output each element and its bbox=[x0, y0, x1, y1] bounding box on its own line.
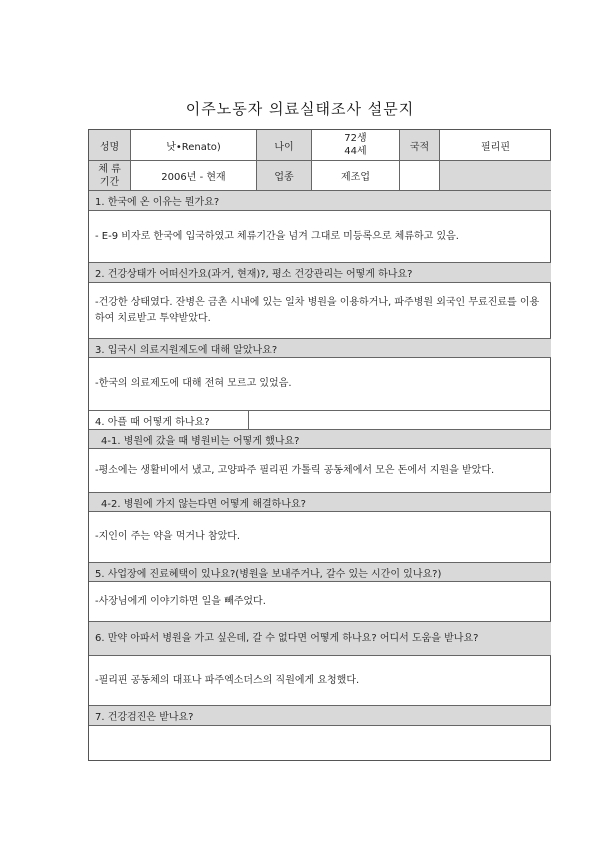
question-5: 5. 사업장에 진료혜택이 있나요?(병원을 보내주거나, 갈수 있는 시간이 있나요?) bbox=[89, 563, 551, 582]
age-birth-year: 72생 bbox=[344, 132, 367, 144]
question-4: 4. 아플 때 어떻게 하나요? bbox=[89, 411, 249, 430]
stay-label-line2: 기간 bbox=[99, 176, 120, 188]
answer-2: -건강한 상태였다. 잔병은 금촌 시내에 있는 일차 병원을 이용하거나, 파주병원 외국인 무료진료를 이용하여 치료받고 투약받았다. bbox=[89, 283, 551, 339]
stay-label-line1: 체 류 bbox=[98, 163, 121, 175]
answer-1: - E-9 비자로 한국에 입국하였고 체류기간을 넘겨 그대로 미등록으로 체류하고 있음. bbox=[89, 211, 551, 263]
answer-4-2: -지인이 주는 약을 먹거나 참았다. bbox=[89, 512, 551, 563]
question-1: 1. 한국에 온 이유는 뭔가요? bbox=[89, 191, 551, 211]
name-value: 낫•Renato) bbox=[131, 130, 257, 161]
questionnaire-table bbox=[88, 129, 551, 761]
empty-shaded-cell bbox=[440, 161, 551, 191]
question-3: 3. 입국시 의료지원제도에 대해 알았나요? bbox=[89, 339, 551, 358]
answer-3: -한국의 의료제도에 대해 전혀 모르고 있었음. bbox=[89, 358, 551, 411]
question-6: 6. 만약 아파서 병원을 가고 싶은데, 갈 수 없다면 어떻게 하나요? 어디서 도움을 받나요? bbox=[89, 622, 551, 656]
age-value bbox=[312, 130, 400, 161]
name-label: 성명 bbox=[89, 130, 131, 161]
nationality-value: 필리핀 bbox=[440, 130, 551, 161]
stay-value: 2006년 - 현재 bbox=[131, 161, 257, 191]
document-title: 이주노동자 의료실태조사 설문지 bbox=[185, 100, 415, 118]
industry-label: 업종 bbox=[257, 161, 312, 191]
answer-4-1: -평소에는 생활비에서 냈고, 고양파주 필리핀 가톨릭 공동체에서 모은 돈에서 지원을 받았다. bbox=[89, 449, 551, 493]
answer-7 bbox=[89, 726, 551, 760]
question-7: 7. 건강검진은 받나요? bbox=[89, 706, 551, 726]
nationality-label: 국적 bbox=[400, 130, 440, 161]
stay-label bbox=[89, 161, 131, 191]
empty-cell bbox=[400, 161, 440, 191]
age-years: 44세 bbox=[344, 146, 367, 157]
question-4-1: 4-1. 병원에 갔을 때 병원비는 어떻게 했나요? bbox=[89, 430, 551, 449]
industry-value: 제조업 bbox=[312, 161, 400, 191]
answer-6: -필리핀 공동체의 대표나 파주엑소더스의 직원에게 요청했다. bbox=[89, 656, 551, 706]
answer-5: -사장님에게 이야기하면 일을 빼주었다. bbox=[89, 582, 551, 622]
age-label: 나이 bbox=[257, 130, 312, 161]
question-4-2: 4-2. 병원에 가지 않는다면 어떻게 해결하나요? bbox=[89, 493, 551, 512]
question-2: 2. 건강상태가 어떠신가요(과거, 현재)?, 평소 건강관리는 어떻게 하나요? bbox=[89, 263, 551, 283]
question-4-blank bbox=[249, 411, 551, 430]
